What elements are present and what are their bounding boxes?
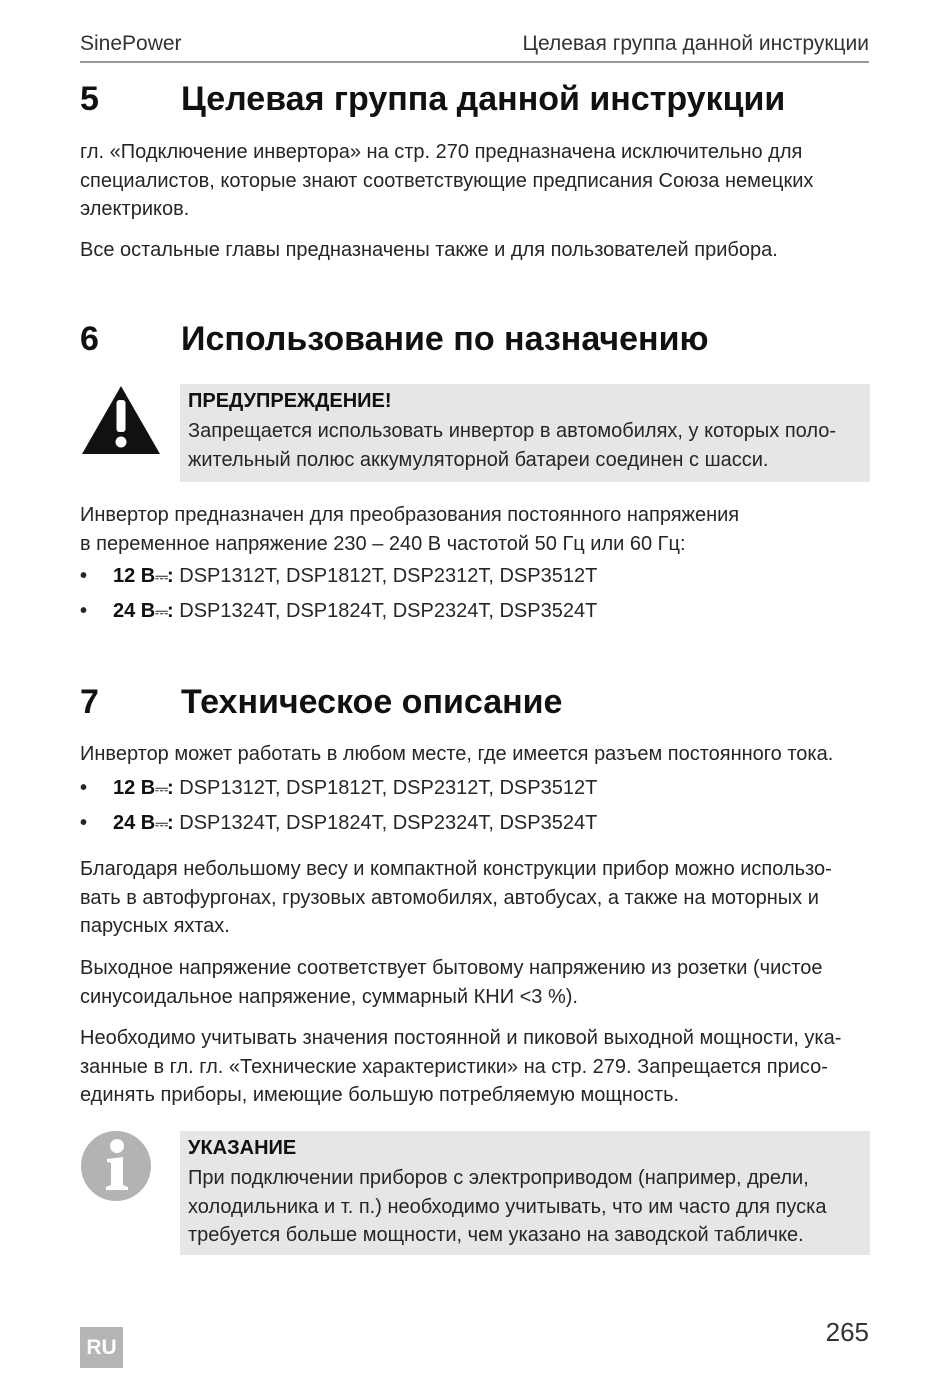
text-line: гл. «Подключение инвертора» на стр. 270 предназначена исключительно для <box>80 141 803 163</box>
paragraph <box>80 138 880 224</box>
note-box <box>180 1131 870 1255</box>
warning-title: ПРЕДУПРЕЖДЕНИЕ! <box>188 390 392 412</box>
text-line: При подключении приборов с электроприводом (например, дрели, <box>188 1167 809 1189</box>
section-number: 6 <box>80 320 99 358</box>
label-colon: : <box>167 600 174 622</box>
text-line: Необходимо учитывать значения постоянной и пиковой выходной мощности, ука- <box>80 1027 842 1049</box>
paragraph <box>80 501 880 558</box>
text-line: занные в гл. гл. «Технические характеристики» на стр. 279. Запрещается присо- <box>80 1055 828 1078</box>
paragraph <box>80 954 880 1011</box>
dc-symbol-icon: ⎓ <box>155 816 168 833</box>
section-number: 7 <box>80 683 99 721</box>
text-line: требуется больше мощности, чем указано на заводской табличке. <box>188 1224 804 1246</box>
text-line: вать в автофургонах, грузовых автомобилях, автобусах, а также на моторных и <box>80 886 819 909</box>
dc-symbol-icon: ⎓ <box>155 604 168 621</box>
voltage-label: 24 В <box>113 600 156 622</box>
section-title: Использование по назначению <box>181 320 709 358</box>
page-number: 265 <box>825 1317 869 1347</box>
warning-box <box>180 384 870 482</box>
warning-triangle-icon <box>80 384 162 456</box>
text-line: Все остальные главы предназначены также и для пользователей прибора. <box>80 239 778 261</box>
text-line: Выходное напряжение соответствует бытовому напряжению из розетки (чистое <box>80 957 823 979</box>
model-list: DSP1312T, DSP1812T, DSP2312T, DSP3512T <box>179 565 598 587</box>
text-line: холодильника и т. п.) необходимо учитывать, что им часто для пуска <box>188 1195 827 1218</box>
header-section-title: Целевая группа данной инструкции <box>522 32 869 55</box>
label-colon: : <box>167 812 174 834</box>
bullet-icon: • <box>80 600 88 622</box>
text-line: единять приборы, имеющие большую потребляемую мощность. <box>80 1084 680 1106</box>
text-line: Инвертор предназначен для преобразования постоянного напряжения <box>80 504 740 526</box>
voltage-label: 12 В <box>113 777 156 799</box>
text-line: Инвертор может работать в любом месте, где имеется разъем постоянного тока. <box>80 743 834 765</box>
label-colon: : <box>167 565 174 587</box>
note-text <box>188 1164 826 1250</box>
bullet-icon: • <box>80 777 88 799</box>
header-brand: SinePower <box>80 32 182 55</box>
section-title: Целевая группа данной инструкции <box>181 80 786 118</box>
paragraph <box>80 740 880 769</box>
warning-text <box>188 417 836 474</box>
paragraph <box>80 855 880 941</box>
paragraph <box>80 1024 880 1110</box>
voltage-label: 12 В <box>113 565 156 587</box>
model-list: DSP1312T, DSP1812T, DSP2312T, DSP3512T <box>179 777 598 799</box>
label-colon: : <box>167 777 174 799</box>
info-icon <box>80 1130 152 1202</box>
model-list: DSP1324T, DSP1824T, DSP2324T, DSP3524T <box>179 812 598 834</box>
paragraph <box>80 236 880 265</box>
section-title: Техническое описание <box>181 683 563 721</box>
text-line: в переменное напряжение 230 – 240 В частотой 50 Гц или 60 Гц: <box>80 532 686 555</box>
text-line: парусных яхтах. <box>80 915 230 937</box>
language-tab: RU <box>80 1327 123 1368</box>
section-number: 5 <box>80 80 99 118</box>
note-title: УКАЗАНИЕ <box>188 1137 297 1159</box>
dc-symbol-icon: ⎓ <box>155 781 168 798</box>
text-line: Запрещается использовать инвертор в автомобилях, у которых поло- <box>188 420 837 442</box>
text-line: Благодаря небольшому весу и компактной конструкции прибор можно использо- <box>80 858 832 880</box>
dc-symbol-icon: ⎓ <box>155 569 168 586</box>
bullet-icon: • <box>80 565 88 587</box>
text-line: синусоидальное напряжение, суммарный КНИ <3 %). <box>80 985 578 1008</box>
header-divider <box>80 61 869 63</box>
text-line: электриков. <box>80 198 190 220</box>
voltage-label: 24 В <box>113 812 156 834</box>
text-line: специалистов, которые знают соответствующие предписания Союза немецких <box>80 169 814 192</box>
bullet-icon: • <box>80 812 88 834</box>
text-line: жительный полюс аккумуляторной батареи соединен с шасси. <box>188 448 769 471</box>
model-list: DSP1324T, DSP1824T, DSP2324T, DSP3524T <box>179 600 598 622</box>
